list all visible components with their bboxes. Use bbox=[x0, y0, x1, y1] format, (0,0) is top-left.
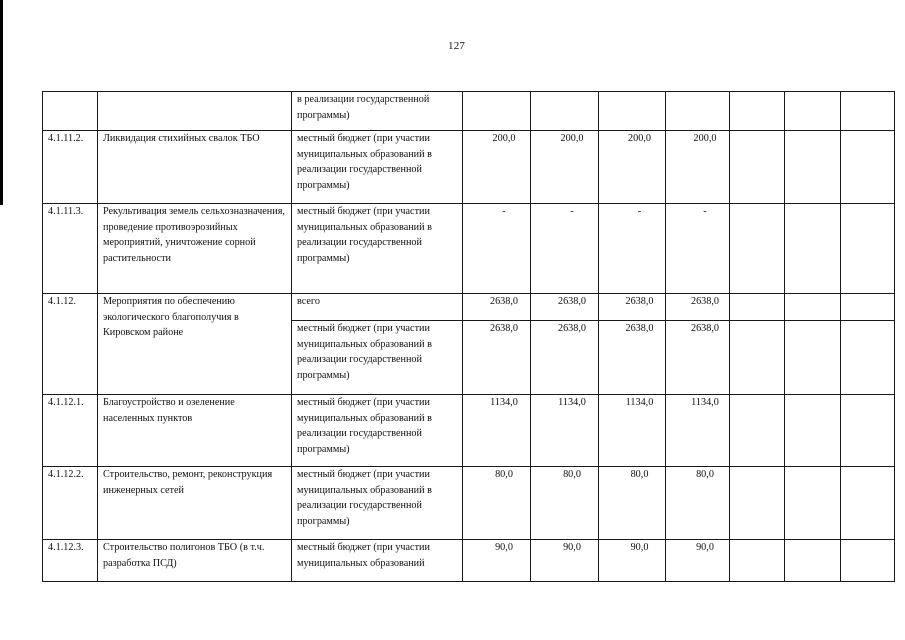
empty-cell bbox=[785, 395, 841, 467]
row-name: Строительство, ремонт, реконструкция инженерных сетей bbox=[98, 467, 292, 540]
value-cell bbox=[531, 92, 599, 131]
row-code: 4.1.12.1. bbox=[43, 395, 98, 467]
value-cell: - bbox=[463, 204, 531, 294]
empty-cell bbox=[841, 92, 895, 131]
empty-cell bbox=[730, 321, 785, 395]
value-cell: 2638,0 bbox=[666, 294, 730, 321]
table-row bbox=[43, 540, 895, 582]
row-name: Строительство полигонов ТБО (в т.ч. разработка ПСД) bbox=[98, 540, 292, 582]
value-cell: 80,0 bbox=[531, 467, 599, 540]
empty-cell bbox=[841, 294, 895, 321]
value-cell: 200,0 bbox=[599, 131, 666, 204]
value-cell: - bbox=[531, 204, 599, 294]
table-row bbox=[43, 395, 895, 467]
row-name: Рекультивация земель сельхозназначения, проведение противоэрозийных мероприятий, уничтожение сорной растительности bbox=[98, 204, 292, 294]
value-cell bbox=[463, 92, 531, 131]
empty-cell bbox=[785, 294, 841, 321]
value-cell: 200,0 bbox=[666, 131, 730, 204]
empty-cell bbox=[785, 92, 841, 131]
value-cell: 200,0 bbox=[463, 131, 531, 204]
value-cell: 2638,0 bbox=[463, 294, 531, 321]
value-cell: 2638,0 bbox=[666, 321, 730, 395]
row-code: 4.1.12.2. bbox=[43, 467, 98, 540]
value-cell: - bbox=[666, 204, 730, 294]
row-name: Ликвидация стихийных свалок ТБО bbox=[98, 131, 292, 204]
value-cell: 1134,0 bbox=[666, 395, 730, 467]
row-funding-source: местный бюджет (при участии муниципальных образований в реализации государственной программы) bbox=[292, 395, 463, 467]
empty-cell bbox=[730, 92, 785, 131]
empty-cell bbox=[841, 540, 895, 582]
page-number: 127 bbox=[448, 40, 466, 52]
row-code: 4.1.12.3. bbox=[43, 540, 98, 582]
value-cell: 90,0 bbox=[531, 540, 599, 582]
row-funding-source: местный бюджет (при участии муниципальных образований в реализации государственной программы) bbox=[292, 131, 463, 204]
value-cell: 1134,0 bbox=[463, 395, 531, 467]
value-cell bbox=[599, 92, 666, 131]
row-name: Мероприятия по обеспечению экологического благополучия в Кировском районе bbox=[98, 294, 292, 395]
value-cell: 200,0 bbox=[531, 131, 599, 204]
table-row bbox=[43, 467, 895, 540]
value-cell bbox=[666, 92, 730, 131]
value-cell: 2638,0 bbox=[531, 321, 599, 395]
empty-cell bbox=[785, 540, 841, 582]
value-cell: 2638,0 bbox=[599, 321, 666, 395]
value-cell: 1134,0 bbox=[599, 395, 666, 467]
empty-cell bbox=[841, 321, 895, 395]
value-cell: 80,0 bbox=[463, 467, 531, 540]
value-cell: 1134,0 bbox=[531, 395, 599, 467]
value-cell: 80,0 bbox=[599, 467, 666, 540]
row-code: 4.1.11.3. bbox=[43, 204, 98, 294]
empty-cell bbox=[730, 540, 785, 582]
table-row bbox=[43, 131, 895, 204]
value-cell: 2638,0 bbox=[463, 321, 531, 395]
row-code bbox=[43, 92, 98, 131]
empty-cell bbox=[841, 395, 895, 467]
value-cell: 90,0 bbox=[599, 540, 666, 582]
row-funding-source: местный бюджет (при участии муниципальных образований в реализации государственной программы) bbox=[292, 467, 463, 540]
table-row bbox=[43, 294, 895, 321]
value-cell: - bbox=[599, 204, 666, 294]
empty-cell bbox=[841, 204, 895, 294]
empty-cell bbox=[841, 131, 895, 204]
budget-table bbox=[42, 91, 895, 582]
value-cell: 2638,0 bbox=[599, 294, 666, 321]
row-name bbox=[98, 92, 292, 131]
value-cell: 90,0 bbox=[463, 540, 531, 582]
empty-cell bbox=[730, 204, 785, 294]
row-funding-source: в реализации государственной программы) bbox=[292, 92, 463, 131]
row-funding-source: местный бюджет (при участии муниципальных образований в реализации государственной программы) bbox=[292, 321, 463, 395]
empty-cell bbox=[785, 467, 841, 540]
row-code: 4.1.12. bbox=[43, 294, 98, 395]
empty-cell bbox=[785, 131, 841, 204]
row-funding-source: местный бюджет (при участии муниципальных образований в реализации государственной программы) bbox=[292, 204, 463, 294]
row-funding-source: местный бюджет (при участии муниципальных образований bbox=[292, 540, 463, 582]
row-code: 4.1.11.2. bbox=[43, 131, 98, 204]
value-cell: 2638,0 bbox=[531, 294, 599, 321]
empty-cell bbox=[730, 467, 785, 540]
row-funding-source: всего bbox=[292, 294, 463, 321]
page-edge-bar bbox=[0, 0, 3, 205]
value-cell: 80,0 bbox=[666, 467, 730, 540]
empty-cell bbox=[730, 294, 785, 321]
empty-cell bbox=[785, 321, 841, 395]
value-cell: 90,0 bbox=[666, 540, 730, 582]
empty-cell bbox=[841, 467, 895, 540]
table-row bbox=[43, 204, 895, 294]
empty-cell bbox=[785, 204, 841, 294]
empty-cell bbox=[730, 395, 785, 467]
table-row bbox=[43, 92, 895, 131]
empty-cell bbox=[730, 131, 785, 204]
row-name: Благоустройство и озеленение населенных пунктов bbox=[98, 395, 292, 467]
